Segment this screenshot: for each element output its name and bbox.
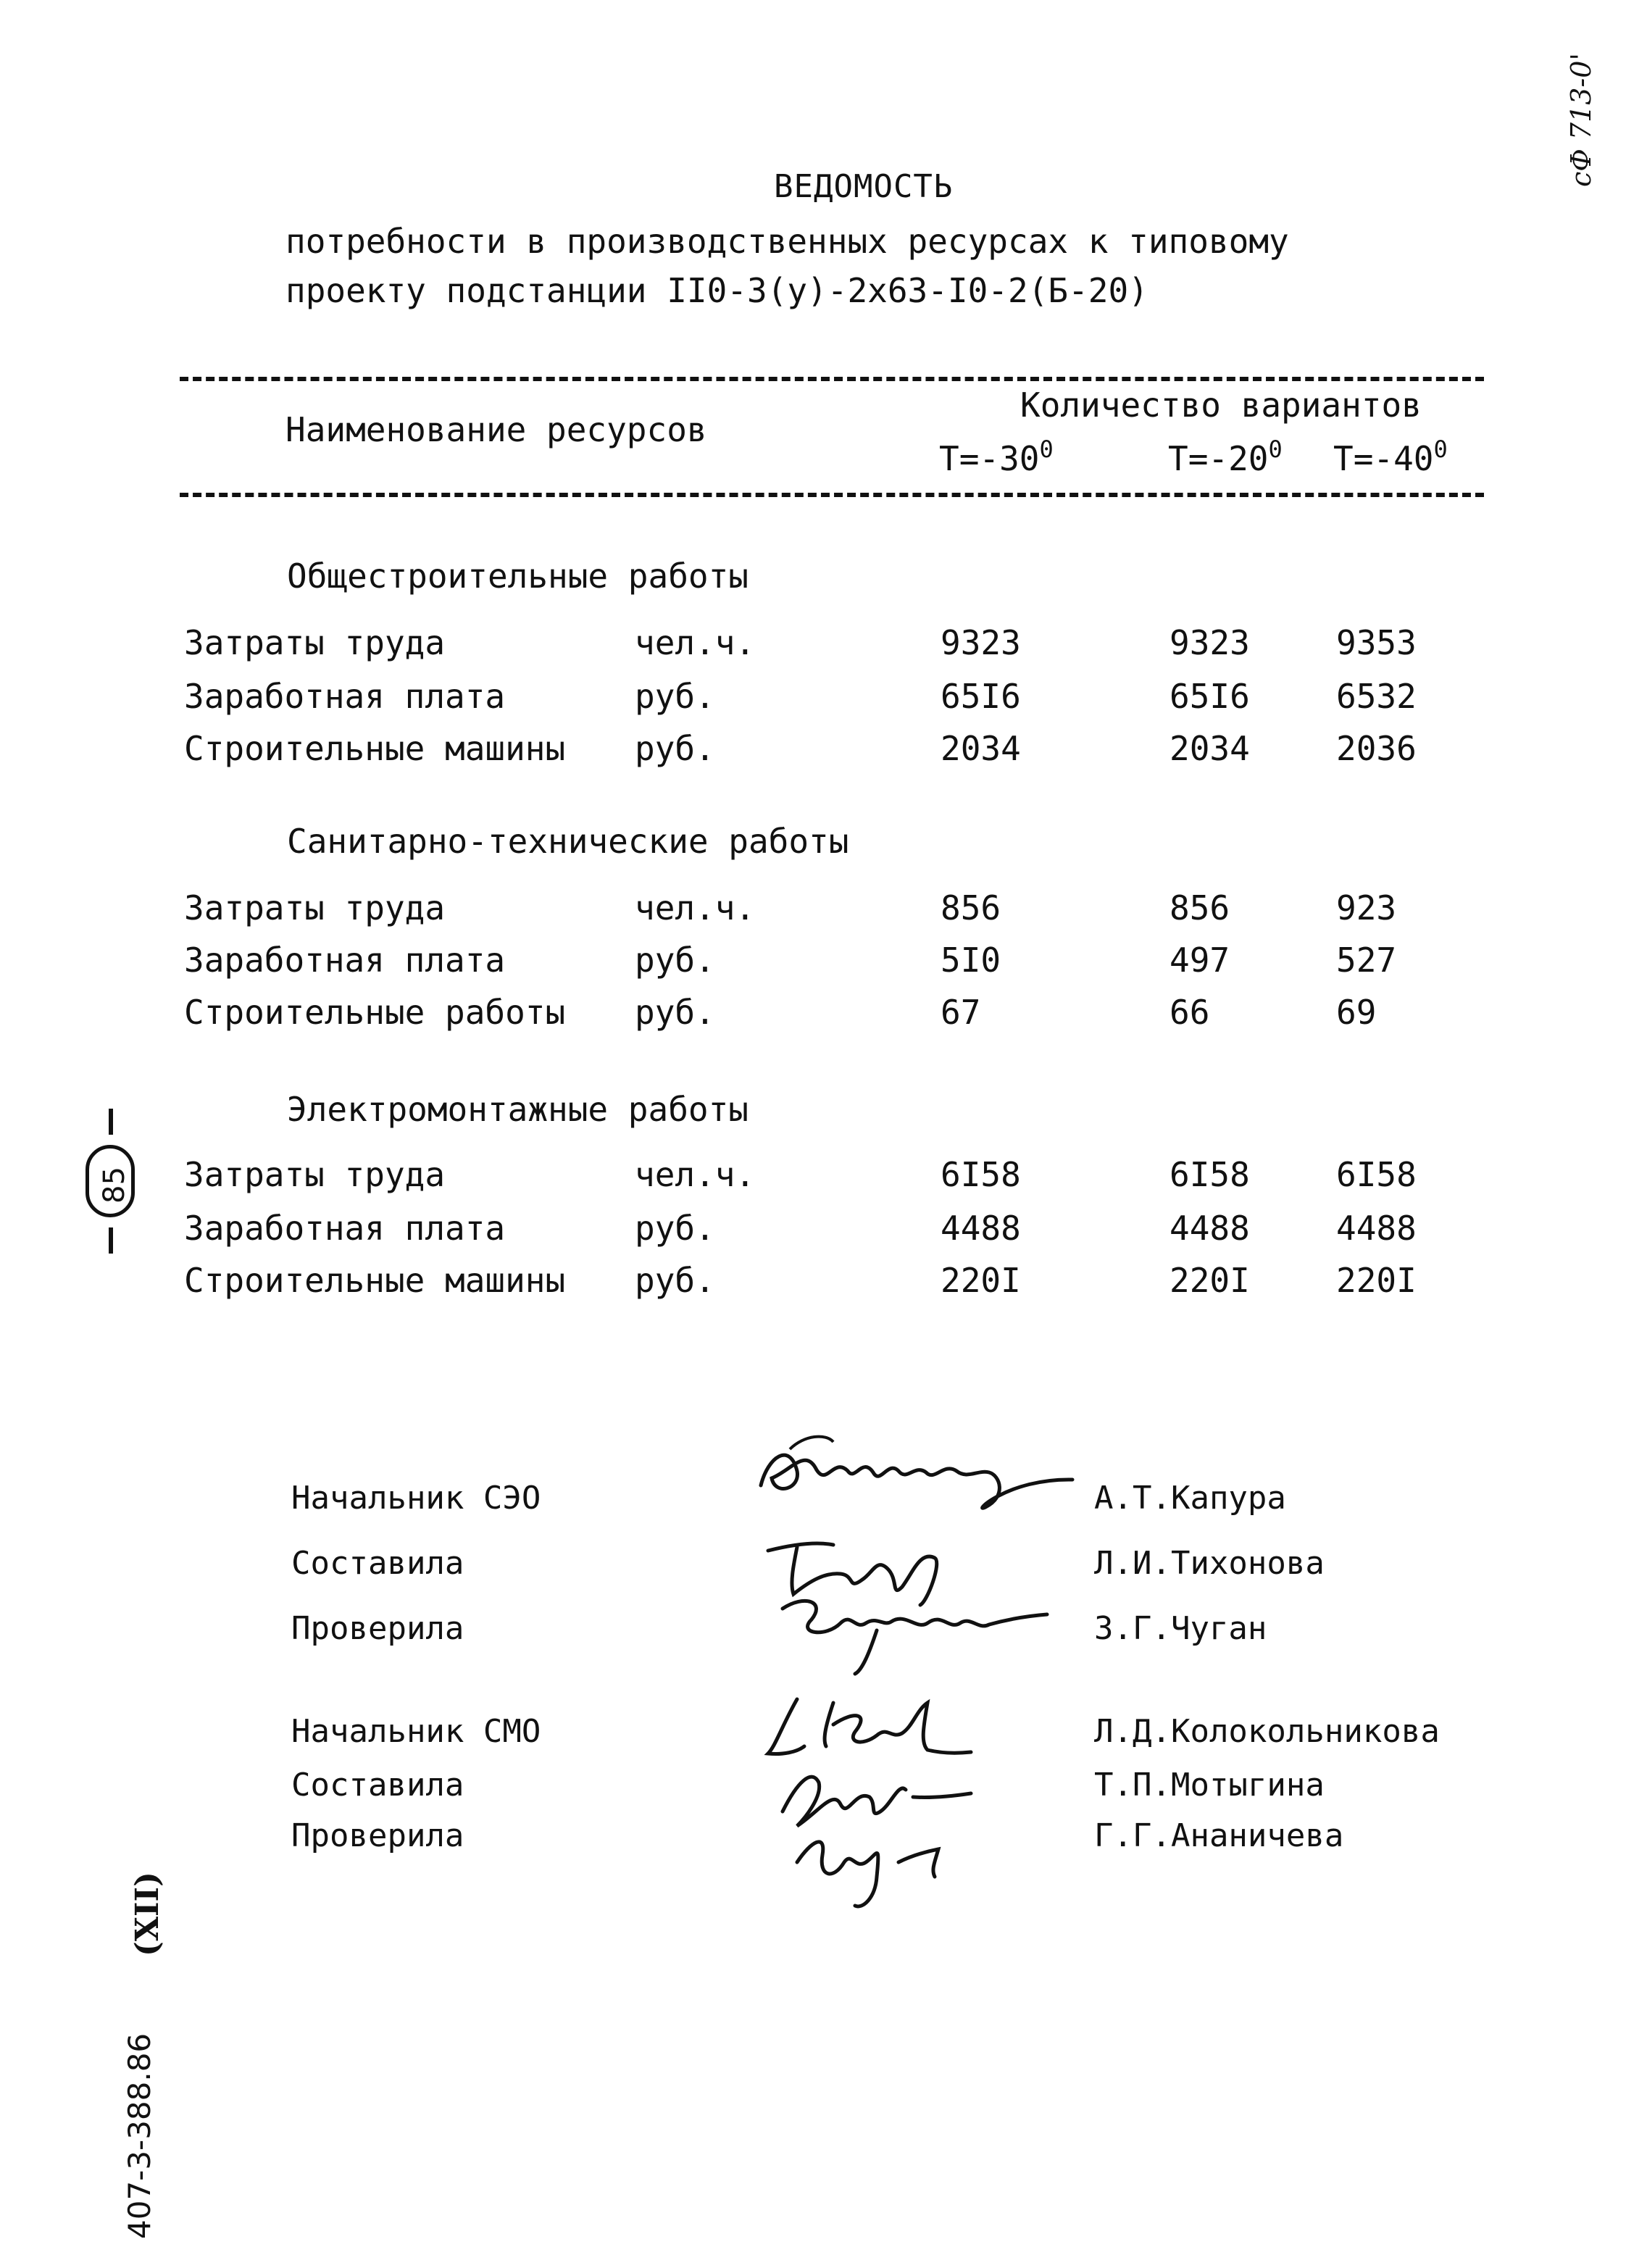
row-name: Затраты труда <box>184 1155 446 1194</box>
row-unit: руб. <box>635 1209 715 1248</box>
signature-name: Г.Г.Ананичева <box>1094 1817 1344 1854</box>
row-value: 66 <box>1170 993 1210 1032</box>
row-unit: руб. <box>635 677 715 716</box>
header-variant-2 <box>1168 435 1283 478</box>
row-unit: руб. <box>635 993 715 1032</box>
header-variant-2-label: Т=-20 <box>1168 439 1269 478</box>
row-value: 9323 <box>941 623 1021 662</box>
section-title: Общестроительные работы <box>287 556 749 596</box>
header-variant-1 <box>939 435 1054 478</box>
header-variants-title: Количество вариантов <box>1020 385 1422 425</box>
row-value: 2034 <box>1170 729 1250 768</box>
handwritten-signature <box>754 1754 993 1913</box>
signature-name: Л.И.Тихонова <box>1094 1545 1325 1582</box>
handwritten-signature <box>761 1580 1065 1681</box>
row-unit: чел.ч. <box>635 888 756 927</box>
signature-name: З.Г.Чуган <box>1094 1610 1267 1647</box>
row-value: 856 <box>941 888 1001 927</box>
row-value: 856 <box>1170 888 1230 927</box>
row-value: 497 <box>1170 941 1230 980</box>
header-variant-3-degree: 0 <box>1433 435 1448 463</box>
handwritten-signature <box>746 1427 1087 1529</box>
header-variant-1-degree: 0 <box>1039 435 1054 463</box>
row-value: 65I6 <box>941 677 1021 716</box>
row-value: 9353 <box>1336 623 1417 662</box>
page-number: 85 <box>98 1167 131 1204</box>
row-value: 67 <box>941 993 981 1032</box>
row-value: 65I6 <box>1170 677 1250 716</box>
row-value: 2036 <box>1336 729 1417 768</box>
signature-role: Составила <box>291 1767 464 1804</box>
margin-roman: (XII) <box>129 1872 166 1956</box>
row-value: 4488 <box>1170 1209 1250 1248</box>
row-unit: руб. <box>635 729 715 768</box>
row-value: 923 <box>1336 888 1397 927</box>
row-value: 527 <box>1336 941 1397 980</box>
row-value: 220I <box>941 1261 1021 1300</box>
row-value: 6I58 <box>941 1155 1021 1194</box>
row-name: Заработная плата <box>184 941 506 980</box>
row-name: Строительные работы <box>184 993 566 1032</box>
row-value: 220I <box>1170 1261 1250 1300</box>
row-name: Строительные машины <box>184 729 566 768</box>
page-number-circle <box>86 1145 135 1217</box>
row-value: 6532 <box>1336 677 1417 716</box>
document-title: ВЕДОМОСТЬ <box>774 168 954 205</box>
signature-name: А.Т.Капура <box>1094 1480 1286 1517</box>
signature-name: Т.П.Мотыгина <box>1094 1767 1325 1804</box>
signature-role: Проверила <box>291 1817 464 1854</box>
header-bottom-divider <box>180 493 1484 497</box>
margin-doc-code: 407-3-388.86 <box>122 2033 157 2239</box>
row-name: Затраты труда <box>184 623 446 662</box>
section-title: Электромонтажные работы <box>287 1090 749 1129</box>
corner-code: сФ 713-0' <box>1565 53 1597 187</box>
row-name: Строительные машины <box>184 1261 566 1300</box>
header-variant-3 <box>1333 435 1448 478</box>
header-resource-name: Наименование ресурсов <box>285 410 707 449</box>
row-unit: чел.ч. <box>635 1155 756 1194</box>
signature-role: Начальник СМО <box>291 1713 541 1750</box>
page-number-tick-top <box>109 1109 113 1135</box>
page-number-marker <box>81 1109 139 1254</box>
document-subtitle-line1: потребности в производственных ресурсах к типовому <box>285 222 1289 261</box>
row-value: 220I <box>1336 1261 1417 1300</box>
row-value: 6I58 <box>1336 1155 1417 1194</box>
row-value: 69 <box>1336 993 1377 1032</box>
row-unit: руб. <box>635 941 715 980</box>
row-name: Заработная плата <box>184 677 506 716</box>
signature-role: Проверила <box>291 1610 464 1647</box>
row-value: 5I0 <box>941 941 1001 980</box>
row-name: Заработная плата <box>184 1209 506 1248</box>
header-top-divider <box>180 377 1484 381</box>
signature-role: Составила <box>291 1545 464 1582</box>
row-value: 4488 <box>941 1209 1021 1248</box>
row-name: Затраты труда <box>184 888 446 927</box>
row-value: 9323 <box>1170 623 1250 662</box>
row-value: 4488 <box>1336 1209 1417 1248</box>
page-number-tick-bottom <box>109 1227 113 1254</box>
signature-name: Л.Д.Колокольникова <box>1094 1713 1440 1750</box>
row-value: 6I58 <box>1170 1155 1250 1194</box>
section-title: Санитарно-технические работы <box>287 822 849 861</box>
signature-role: Начальник СЭО <box>291 1480 541 1517</box>
header-variant-1-label: Т=-30 <box>939 439 1040 478</box>
header-variant-2-degree: 0 <box>1268 435 1283 463</box>
document-subtitle-line2: проекту подстанции II0-3(у)-2х63-I0-2(Б-20) <box>285 271 1148 310</box>
row-unit: руб. <box>635 1261 715 1300</box>
header-variant-3-label: Т=-40 <box>1333 439 1434 478</box>
row-unit: чел.ч. <box>635 623 756 662</box>
row-value: 2034 <box>941 729 1021 768</box>
